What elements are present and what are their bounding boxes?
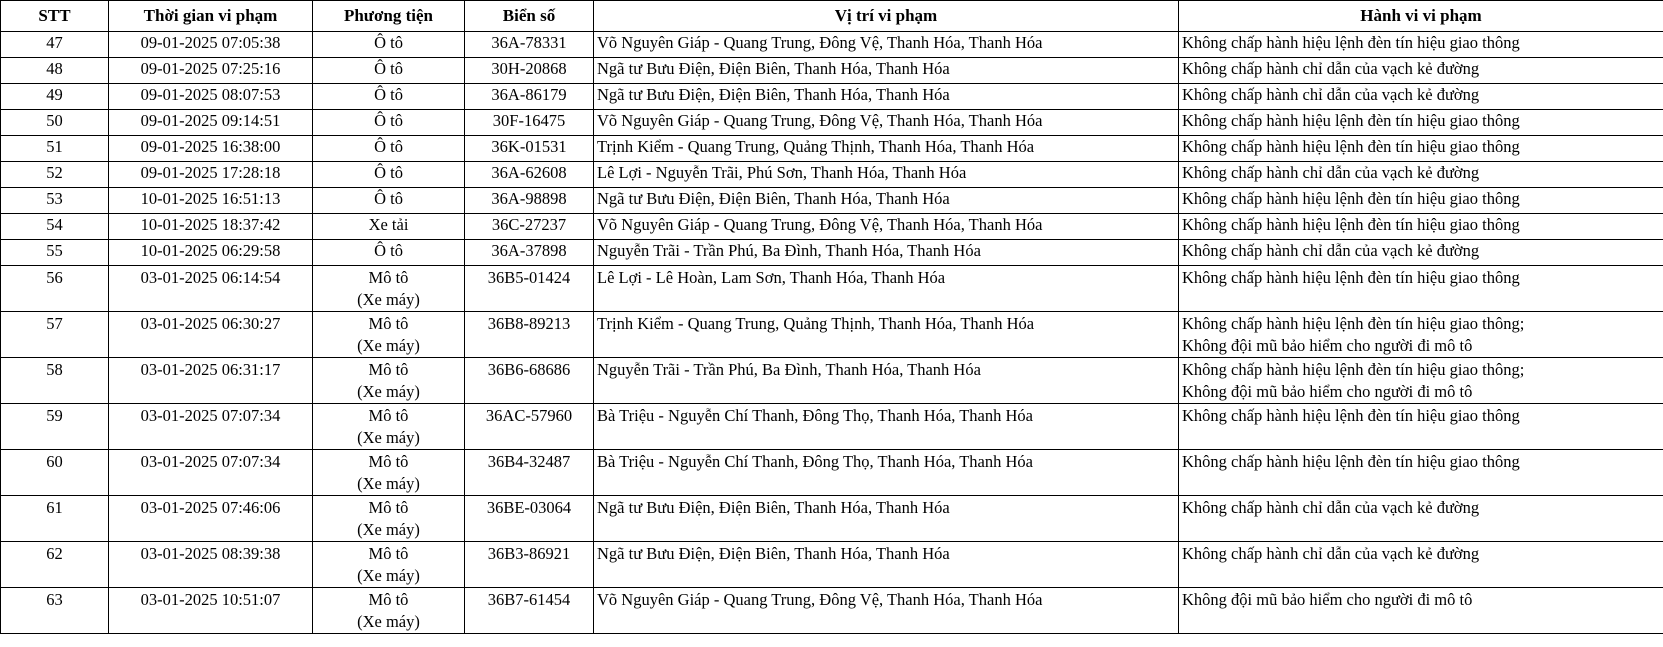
cell-violation-line: Không chấp hành hiệu lệnh đèn tín hiệu giao thông (1182, 268, 1520, 287)
cell-plate: 36A-86179 (465, 84, 594, 110)
cell-violation-line: Không chấp hành chỉ dẫn của vạch kẻ đường (1182, 85, 1480, 104)
header-time: Thời gian vi phạm (109, 1, 313, 32)
table-row (1, 312, 1663, 358)
cell-plate: 36B7-61454 (465, 588, 594, 634)
cell-vehicle (313, 136, 465, 162)
header-location: Vị trí vi phạm (594, 1, 1179, 32)
cell-vehicle (313, 188, 465, 214)
cell-stt: 54 (1, 214, 109, 240)
cell-vehicle-line: (Xe máy) (357, 520, 420, 539)
cell-time: 03-01-2025 10:51:07 (109, 588, 313, 634)
cell-location: Võ Nguyên Giáp - Quang Trung, Đông Vệ, Thanh Hóa, Thanh Hóa (594, 588, 1179, 634)
cell-vehicle-line: Mô tô (368, 406, 409, 425)
cell-vehicle-line: Xe tải (368, 215, 409, 234)
cell-violation (1179, 404, 1663, 450)
header-stt: STT (1, 1, 109, 32)
cell-location: Bà Triệu - Nguyễn Chí Thanh, Đông Thọ, Thanh Hóa, Thanh Hóa (594, 450, 1179, 496)
cell-vehicle-line: Ô tô (374, 33, 403, 52)
cell-stt: 53 (1, 188, 109, 214)
cell-time: 09-01-2025 16:38:00 (109, 136, 313, 162)
cell-vehicle (313, 496, 465, 542)
cell-stt: 60 (1, 450, 109, 496)
cell-location: Võ Nguyên Giáp - Quang Trung, Đông Vệ, Thanh Hóa, Thanh Hóa (594, 110, 1179, 136)
cell-plate: 36A-78331 (465, 32, 594, 58)
header-plate: Biển số (465, 1, 594, 32)
cell-time: 03-01-2025 07:07:34 (109, 404, 313, 450)
cell-violation-line: Không đội mũ bảo hiểm cho người đi mô tô (1182, 382, 1473, 401)
cell-plate: 36A-98898 (465, 188, 594, 214)
cell-violation (1179, 266, 1663, 312)
cell-violation-line: Không chấp hành chỉ dẫn của vạch kẻ đường (1182, 241, 1480, 260)
table-row (1, 110, 1663, 136)
cell-violation (1179, 162, 1663, 188)
cell-vehicle-line: Ô tô (374, 85, 403, 104)
cell-plate: 36B8-89213 (465, 312, 594, 358)
cell-violation-line: Không chấp hành hiệu lệnh đèn tín hiệu giao thông (1182, 406, 1520, 425)
cell-stt: 55 (1, 240, 109, 266)
cell-violation (1179, 58, 1663, 84)
cell-stt: 50 (1, 110, 109, 136)
cell-vehicle-line: (Xe máy) (357, 566, 420, 585)
cell-location: Võ Nguyên Giáp - Quang Trung, Đông Vệ, Thanh Hóa, Thanh Hóa (594, 214, 1179, 240)
cell-vehicle-line: (Xe máy) (357, 428, 420, 447)
cell-vehicle-line: Mô tô (368, 498, 409, 517)
table-row (1, 214, 1663, 240)
table-row (1, 32, 1663, 58)
cell-violation-line: Không chấp hành chỉ dẫn của vạch kẻ đường (1182, 163, 1480, 182)
cell-plate: 30H-20868 (465, 58, 594, 84)
cell-vehicle-line: Ô tô (374, 163, 403, 182)
table-row (1, 404, 1663, 450)
cell-plate: 36B6-68686 (465, 358, 594, 404)
cell-location: Trịnh Kiểm - Quang Trung, Quảng Thịnh, Thanh Hóa, Thanh Hóa (594, 136, 1179, 162)
cell-vehicle (313, 266, 465, 312)
cell-violation-line: Không chấp hành hiệu lệnh đèn tín hiệu giao thông (1182, 33, 1520, 52)
cell-stt: 48 (1, 58, 109, 84)
cell-vehicle-line: Ô tô (374, 189, 403, 208)
table-header (1, 1, 1663, 32)
cell-violation (1179, 84, 1663, 110)
cell-vehicle-line: Mô tô (368, 360, 409, 379)
table-row (1, 84, 1663, 110)
header-vehicle: Phương tiện (313, 1, 465, 32)
cell-location: Trịnh Kiểm - Quang Trung, Quảng Thịnh, Thanh Hóa, Thanh Hóa (594, 312, 1179, 358)
table-row (1, 496, 1663, 542)
cell-plate: 36AC-57960 (465, 404, 594, 450)
table-row (1, 188, 1663, 214)
cell-vehicle-line: Ô tô (374, 137, 403, 156)
cell-vehicle (313, 84, 465, 110)
cell-vehicle (313, 358, 465, 404)
cell-plate: 36A-62608 (465, 162, 594, 188)
cell-violation-line: Không chấp hành hiệu lệnh đèn tín hiệu giao thông (1182, 452, 1520, 471)
cell-violation (1179, 496, 1663, 542)
cell-plate: 36BE-03064 (465, 496, 594, 542)
table-body (1, 32, 1663, 634)
cell-stt: 49 (1, 84, 109, 110)
cell-vehicle (313, 588, 465, 634)
table-row (1, 58, 1663, 84)
cell-violation-line: Không chấp hành chỉ dẫn của vạch kẻ đường (1182, 544, 1480, 563)
cell-plate: 36K-01531 (465, 136, 594, 162)
cell-vehicle (313, 58, 465, 84)
cell-plate: 30F-16475 (465, 110, 594, 136)
cell-location: Lê Lợi - Nguyễn Trãi, Phú Sơn, Thanh Hóa, Thanh Hóa (594, 162, 1179, 188)
cell-violation-line: Không chấp hành hiệu lệnh đèn tín hiệu giao thông (1182, 189, 1520, 208)
cell-vehicle-line: Mô tô (368, 452, 409, 471)
cell-location: Ngã tư Bưu Điện, Điện Biên, Thanh Hóa, Thanh Hóa (594, 84, 1179, 110)
cell-vehicle (313, 110, 465, 136)
cell-stt: 51 (1, 136, 109, 162)
cell-violation (1179, 312, 1663, 358)
cell-vehicle (313, 542, 465, 588)
cell-location: Ngã tư Bưu Điện, Điện Biên, Thanh Hóa, Thanh Hóa (594, 542, 1179, 588)
cell-violation (1179, 214, 1663, 240)
cell-time: 09-01-2025 07:25:16 (109, 58, 313, 84)
cell-violation-line: Không chấp hành hiệu lệnh đèn tín hiệu giao thông (1182, 111, 1520, 130)
cell-vehicle (313, 32, 465, 58)
header-violation: Hành vi vi phạm (1179, 1, 1663, 32)
cell-plate: 36C-27237 (465, 214, 594, 240)
table-row (1, 450, 1663, 496)
cell-vehicle (313, 312, 465, 358)
cell-location: Ngã tư Bưu Điện, Điện Biên, Thanh Hóa, Thanh Hóa (594, 188, 1179, 214)
table-row (1, 162, 1663, 188)
cell-vehicle (313, 404, 465, 450)
cell-time: 03-01-2025 06:31:17 (109, 358, 313, 404)
cell-violation-line: Không chấp hành hiệu lệnh đèn tín hiệu giao thông (1182, 137, 1520, 156)
cell-violation (1179, 542, 1663, 588)
cell-time: 09-01-2025 08:07:53 (109, 84, 313, 110)
cell-violation (1179, 358, 1663, 404)
cell-violation-line: Không đội mũ bảo hiểm cho người đi mô tô (1182, 590, 1473, 609)
cell-vehicle-line: Mô tô (368, 314, 409, 333)
cell-violation (1179, 450, 1663, 496)
cell-plate: 36B4-32487 (465, 450, 594, 496)
cell-time: 09-01-2025 07:05:38 (109, 32, 313, 58)
header-row (1, 1, 1663, 32)
cell-vehicle-line: Ô tô (374, 59, 403, 78)
cell-vehicle (313, 240, 465, 266)
cell-vehicle-line: (Xe máy) (357, 474, 420, 493)
cell-vehicle-line: Mô tô (368, 544, 409, 563)
cell-violation (1179, 188, 1663, 214)
cell-time: 03-01-2025 07:46:06 (109, 496, 313, 542)
cell-plate: 36B5-01424 (465, 266, 594, 312)
cell-time: 09-01-2025 17:28:18 (109, 162, 313, 188)
cell-violation-line: Không chấp hành hiệu lệnh đèn tín hiệu giao thông (1182, 215, 1520, 234)
table-row (1, 358, 1663, 404)
cell-time: 09-01-2025 09:14:51 (109, 110, 313, 136)
cell-stt: 57 (1, 312, 109, 358)
cell-location: Võ Nguyên Giáp - Quang Trung, Đông Vệ, Thanh Hóa, Thanh Hóa (594, 32, 1179, 58)
cell-location: Nguyễn Trãi - Trần Phú, Ba Đình, Thanh Hóa, Thanh Hóa (594, 358, 1179, 404)
cell-vehicle (313, 214, 465, 240)
cell-location: Lê Lợi - Lê Hoàn, Lam Sơn, Thanh Hóa, Thanh Hóa (594, 266, 1179, 312)
cell-vehicle-line: (Xe máy) (357, 336, 420, 355)
cell-vehicle (313, 450, 465, 496)
cell-location: Nguyễn Trãi - Trần Phú, Ba Đình, Thanh Hóa, Thanh Hóa (594, 240, 1179, 266)
cell-violation (1179, 240, 1663, 266)
cell-stt: 63 (1, 588, 109, 634)
cell-time: 10-01-2025 16:51:13 (109, 188, 313, 214)
cell-vehicle-line: Mô tô (368, 590, 409, 609)
cell-violation-line: Không chấp hành hiệu lệnh đèn tín hiệu giao thông; (1182, 314, 1525, 333)
cell-violation (1179, 588, 1663, 634)
cell-stt: 61 (1, 496, 109, 542)
cell-stt: 56 (1, 266, 109, 312)
cell-stt: 59 (1, 404, 109, 450)
cell-vehicle-line: Ô tô (374, 111, 403, 130)
cell-time: 03-01-2025 06:14:54 (109, 266, 313, 312)
cell-vehicle-line: (Xe máy) (357, 290, 420, 309)
table-row (1, 588, 1663, 634)
cell-violation (1179, 32, 1663, 58)
cell-violation-line: Không chấp hành chỉ dẫn của vạch kẻ đường (1182, 498, 1480, 517)
cell-violation-line: Không chấp hành hiệu lệnh đèn tín hiệu giao thông; (1182, 360, 1525, 379)
cell-vehicle-line: Mô tô (368, 268, 409, 287)
cell-location: Ngã tư Bưu Điện, Điện Biên, Thanh Hóa, Thanh Hóa (594, 58, 1179, 84)
cell-violation-line: Không đội mũ bảo hiểm cho người đi mô tô (1182, 336, 1473, 355)
table-row (1, 136, 1663, 162)
table-row (1, 266, 1663, 312)
cell-vehicle-line: Ô tô (374, 241, 403, 260)
cell-violation (1179, 110, 1663, 136)
cell-time: 10-01-2025 18:37:42 (109, 214, 313, 240)
table-row (1, 542, 1663, 588)
cell-stt: 58 (1, 358, 109, 404)
cell-vehicle-line: (Xe máy) (357, 612, 420, 631)
cell-stt: 52 (1, 162, 109, 188)
cell-vehicle (313, 162, 465, 188)
cell-time: 10-01-2025 06:29:58 (109, 240, 313, 266)
cell-stt: 47 (1, 32, 109, 58)
cell-time: 03-01-2025 07:07:34 (109, 450, 313, 496)
cell-location: Bà Triệu - Nguyễn Chí Thanh, Đông Thọ, Thanh Hóa, Thanh Hóa (594, 404, 1179, 450)
cell-time: 03-01-2025 08:39:38 (109, 542, 313, 588)
cell-plate: 36B3-86921 (465, 542, 594, 588)
cell-location: Ngã tư Bưu Điện, Điện Biên, Thanh Hóa, Thanh Hóa (594, 496, 1179, 542)
cell-stt: 62 (1, 542, 109, 588)
cell-violation-line: Không chấp hành chỉ dẫn của vạch kẻ đường (1182, 59, 1480, 78)
cell-plate: 36A-37898 (465, 240, 594, 266)
cell-vehicle-line: (Xe máy) (357, 382, 420, 401)
cell-violation (1179, 136, 1663, 162)
table-row (1, 240, 1663, 266)
cell-time: 03-01-2025 06:30:27 (109, 312, 313, 358)
